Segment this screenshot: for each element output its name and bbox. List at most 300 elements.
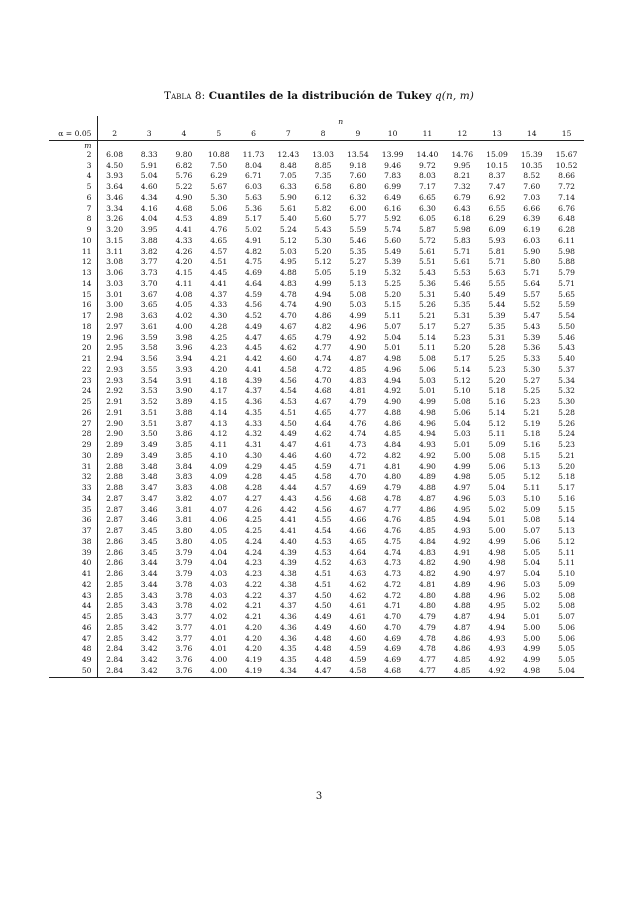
table-cell: 4.88: [384, 407, 402, 417]
table-cell: 3.98: [175, 332, 193, 342]
table-cell: 3.00: [106, 300, 124, 310]
table-cell: 4.09: [210, 461, 228, 471]
table-cell: 3.43: [140, 601, 158, 611]
table-cell: 4.83: [349, 375, 367, 385]
table-cell: 4.65: [210, 235, 228, 245]
table-cell: 5.35: [349, 246, 367, 256]
table-cell: 3.81: [175, 515, 193, 525]
table-cell: 5.10: [523, 493, 541, 503]
table-cell: 4.02: [210, 601, 228, 611]
table-cell: 5.46: [558, 332, 576, 342]
table-cell: 4.42: [279, 504, 297, 514]
table-cell: 4.05: [175, 300, 193, 310]
table-cell: 5.06: [523, 536, 541, 546]
table-cell: 4.90: [349, 343, 367, 353]
table-cell: 4.91: [245, 235, 262, 245]
table-cell: 5.01: [418, 386, 436, 396]
table-row: [49, 494, 584, 505]
table-cell: 4.37: [279, 601, 297, 611]
table-cell: 2.85: [106, 612, 124, 621]
row-label-m: 19: [49, 333, 97, 344]
table-cell: 4.77: [314, 343, 332, 353]
table-cell: 3.78: [175, 601, 193, 611]
table-row: [49, 462, 584, 473]
table-cell: 4.61: [349, 601, 367, 611]
table-cell: 4.00: [201, 666, 236, 677]
table-cell: 3.93: [106, 171, 124, 181]
table-cell: 4.96: [453, 493, 471, 503]
table-cell: 4.27: [245, 493, 262, 503]
table-cell: 3.87: [175, 418, 193, 428]
table-row: [49, 429, 584, 440]
table-cell: 4.82: [418, 569, 436, 578]
table-cell: 4.63: [349, 558, 367, 568]
table-cell: 4.51: [314, 579, 332, 589]
table-cell: 4.33: [210, 300, 228, 310]
table-cell: 5.16: [488, 397, 506, 406]
table-cell: 4.04: [140, 214, 158, 224]
table-cell: 4.66: [349, 526, 367, 535]
row-label-m: 34: [49, 494, 97, 505]
table-cell: 4.25: [210, 332, 228, 342]
table-cell: 4.62: [314, 429, 332, 439]
table-cell: 6.00: [349, 203, 367, 213]
table-cell: 5.81: [488, 246, 506, 256]
table-cell: 4.98: [488, 547, 506, 557]
table-row: [49, 612, 584, 623]
table-cell: 5.27: [349, 257, 367, 267]
table-cell: 13.99: [381, 149, 404, 159]
table-cell: 4.88: [453, 590, 471, 600]
table-cell: 5.47: [523, 311, 541, 320]
table-cell: 2.89: [106, 440, 124, 449]
table-cell: 4.99: [314, 278, 332, 288]
table-cell: 3.01: [106, 289, 124, 299]
table-cell: 5.04: [488, 483, 506, 492]
table-cell: 3.85: [175, 450, 193, 460]
table-cell: 6.28: [558, 225, 576, 234]
table-cell: 4.39: [279, 547, 297, 557]
table-cell: 5.34: [558, 375, 576, 385]
table-cell: 4.85: [418, 515, 436, 525]
table-cell: 3.43: [140, 590, 158, 600]
table-cell: 4.90: [453, 558, 471, 568]
table-cell: 4.48: [314, 655, 332, 664]
table-cell: 6.76: [558, 203, 576, 213]
table-cell: 4.52: [314, 558, 332, 568]
table-cell: 5.11: [523, 483, 541, 492]
table-cell: 5.31: [488, 332, 506, 342]
row-label-m: 24: [49, 386, 97, 397]
table-cell: 4.76: [384, 515, 402, 525]
table-cell: 4.86: [453, 633, 471, 643]
table-cell: 2.87: [106, 504, 124, 514]
table-cell: 4.28: [210, 321, 228, 331]
table-cell: 4.04: [210, 558, 228, 568]
table-cell: 5.20: [488, 375, 506, 385]
table-cell: 5.24: [279, 225, 297, 234]
table-cell: 5.44: [488, 300, 506, 310]
table-cell: 4.70: [384, 622, 402, 632]
table-cell: 2.94: [106, 354, 124, 363]
table-row: [49, 634, 584, 645]
table-cell: 2.95: [106, 343, 124, 353]
table-cell: 4.11: [210, 440, 228, 449]
col-header: 13: [480, 127, 515, 141]
table-cell: 4.00: [175, 321, 193, 331]
table-row: [49, 408, 584, 419]
table-cell: 4.72: [349, 450, 367, 460]
table-cell: 4.60: [349, 622, 367, 632]
table-cell: 2.92: [106, 386, 124, 396]
table-cell: 5.52: [523, 300, 541, 310]
table-row: [49, 526, 584, 537]
table-cell: 3.51: [140, 407, 158, 417]
table-cell: 9.46: [384, 160, 402, 170]
table-cell: 4.74: [279, 300, 297, 310]
table-cell: 5.12: [279, 235, 297, 245]
table-cell: 3.08: [106, 257, 124, 267]
table-cell: 3.96: [175, 343, 193, 353]
table-row: [49, 268, 584, 279]
table-cell: 5.11: [384, 311, 402, 320]
table-cell: 5.09: [523, 504, 541, 514]
table-cell: 2.87: [106, 493, 124, 503]
table-cell: 5.50: [558, 321, 576, 331]
table-cell: 5.22: [175, 182, 193, 191]
table-cell: 4.36: [279, 622, 297, 632]
table-row: [49, 483, 584, 494]
table-cell: 3.85: [175, 440, 193, 449]
table-cell: 3.84: [175, 461, 193, 471]
table-cell: 4.69: [384, 655, 402, 664]
table-cell: 4.41: [279, 515, 297, 525]
table-cell: 3.47: [140, 493, 158, 503]
row-label-m: 30: [49, 451, 97, 462]
row-label-m: 41: [49, 569, 97, 580]
table-cell: 2.84: [97, 666, 132, 677]
table-cell: 5.27: [453, 321, 471, 331]
table-cell: 6.29: [488, 214, 506, 224]
table-cell: 6.03: [245, 182, 262, 191]
table-cell: 5.55: [488, 278, 506, 288]
table-cell: 4.78: [418, 633, 436, 643]
table-cell: 4.60: [349, 633, 367, 643]
table-cell: 5.18: [523, 429, 541, 439]
row-label-m: 33: [49, 483, 97, 494]
col-header: 2: [97, 127, 132, 141]
row-label-m: 44: [49, 601, 97, 612]
row-label-m: 5: [49, 182, 97, 193]
table-cell: 4.20: [245, 622, 262, 632]
table-row: [49, 505, 584, 516]
table-cell: 3.06: [106, 268, 124, 277]
table-cell: 6.66: [523, 203, 541, 213]
table-cell: 4.21: [245, 601, 262, 611]
table-cell: 10.15: [486, 160, 508, 170]
table-cell: 5.90: [523, 246, 541, 256]
table-cell: 4.60: [140, 182, 158, 191]
table-cell: 2.86: [106, 536, 124, 546]
table-cell: 4.86: [418, 504, 436, 514]
row-label-m: 47: [49, 634, 97, 645]
table-cell: 5.14: [488, 407, 506, 417]
table-cell: 2.85: [106, 622, 124, 632]
tukey-quantiles-table: [49, 116, 584, 678]
table-cell: 4.51: [279, 407, 297, 417]
table-cell: 3.20: [106, 225, 124, 234]
col-header: 15: [549, 127, 584, 141]
table-cell: 2.85: [106, 601, 124, 611]
table-cell: 5.79: [558, 268, 576, 277]
table-cell: 4.61: [314, 440, 332, 449]
table-cell: 4.79: [384, 483, 402, 492]
table-cell: 5.80: [523, 257, 541, 267]
table-cell: 3.46: [106, 192, 124, 202]
row-label-m: 8: [49, 214, 97, 225]
table-row: [49, 515, 584, 526]
table-cell: 5.49: [488, 289, 506, 299]
table-cell: 8.48: [279, 160, 297, 170]
table-cell: 7.47: [488, 182, 506, 191]
row-label-m: 38: [49, 537, 97, 548]
table-cell: 5.40: [279, 214, 297, 224]
table-cell: 4.08: [175, 289, 193, 299]
table-cell: 4.64: [245, 278, 262, 288]
table-cell: 4.81: [418, 579, 436, 589]
table-cell: 5.11: [558, 547, 576, 557]
table-cell: 5.61: [453, 257, 471, 267]
row-label-m: 6: [49, 193, 97, 204]
table-cell: 3.67: [140, 289, 158, 299]
table-cell: 4.70: [349, 472, 367, 482]
row-label-m: 49: [49, 655, 97, 666]
table-cell: 3.45: [140, 536, 158, 546]
table-cell: 5.43: [558, 343, 576, 353]
table-cell: 4.99: [488, 536, 506, 546]
table-cell: 5.13: [523, 461, 541, 471]
table-cell: 5.25: [523, 386, 541, 396]
table-cell: 3.53: [140, 386, 158, 396]
table-cell: 3.93: [175, 364, 193, 374]
table-cell: 4.83: [418, 547, 436, 557]
table-cell: 4.46: [279, 450, 297, 460]
table-cell: 4.95: [488, 601, 506, 611]
table-cell: 5.36: [245, 203, 262, 213]
table-cell: 3.45: [140, 547, 158, 557]
table-cell: 5.25: [384, 278, 402, 288]
table-cell: 4.11: [175, 278, 193, 288]
table-cell: 4.15: [210, 397, 228, 406]
table-cell: 5.60: [384, 235, 402, 245]
table-cell: 4.96: [349, 321, 367, 331]
n-symbol-row: [49, 116, 584, 127]
table-cell: 5.77: [349, 214, 367, 224]
table-row: [49, 225, 584, 236]
table-cell: 4.98: [514, 666, 549, 677]
table-cell: 4.50: [106, 160, 124, 170]
table-cell: 5.63: [245, 192, 262, 202]
table-cell: 7.05: [279, 171, 297, 181]
table-cell: 4.65: [314, 407, 332, 417]
table-cell: 4.03: [210, 590, 228, 600]
table-cell: 5.35: [488, 321, 506, 331]
table-cell: 5.00: [523, 633, 541, 643]
table-cell: 4.77: [349, 407, 367, 417]
table-cell: 4.59: [349, 655, 367, 664]
table-cell: 5.36: [523, 343, 541, 353]
table-cell: 5.39: [523, 332, 541, 342]
table-cell: 3.48: [140, 472, 158, 482]
row-label-m: 15: [49, 290, 97, 301]
table-cell: 4.88: [418, 483, 436, 492]
table-cell: 8.52: [523, 171, 541, 181]
table-cell: 6.09: [488, 225, 506, 234]
table-cell: 3.03: [106, 278, 124, 288]
table-cell: 3.77: [140, 257, 158, 267]
table-cell: 5.21: [418, 311, 436, 320]
row-label-m: 9: [49, 225, 97, 236]
table-cell: 6.03: [523, 235, 541, 245]
table-cell: 5.05: [558, 655, 576, 664]
table-cell: 5.11: [558, 558, 576, 568]
table-cell: 3.48: [140, 461, 158, 471]
table-cell: 4.92: [349, 332, 367, 342]
table-cell: 4.87: [349, 354, 367, 363]
table-cell: 4.94: [453, 515, 471, 525]
table-cell: 2.93: [106, 375, 124, 385]
table-row: [49, 182, 584, 193]
table-cell: 4.41: [279, 526, 297, 535]
row-label-m: 13: [49, 268, 97, 279]
table-cell: 5.53: [453, 268, 471, 277]
row-label-m: 50: [49, 666, 97, 677]
table-cell: 3.88: [175, 407, 193, 417]
table-cell: 3.47: [140, 483, 158, 492]
table-cell: 4.58: [314, 472, 332, 482]
table-cell: 4.48: [314, 644, 332, 654]
table-cell: 5.67: [210, 182, 228, 191]
table-cell: 4.62: [279, 343, 297, 353]
table-row: [49, 558, 584, 569]
table-cell: 6.43: [453, 203, 471, 213]
table-cell: 4.43: [279, 493, 297, 503]
table-row: [49, 548, 584, 559]
table-cell: 4.04: [210, 547, 228, 557]
table-cell: 4.44: [279, 483, 297, 492]
table-cell: 4.24: [245, 547, 262, 557]
table-cell: 4.83: [279, 278, 297, 288]
table-cell: 4.45: [245, 343, 262, 353]
table-cell: 4.65: [349, 536, 367, 546]
table-cell: 2.86: [106, 547, 124, 557]
table-cell: 2.88: [106, 461, 124, 471]
col-header: 10: [375, 127, 410, 141]
table-cell: 4.01: [210, 622, 228, 632]
col-header: 3: [132, 127, 167, 141]
col-header: 7: [271, 127, 306, 141]
table-cell: 5.71: [453, 246, 471, 256]
table-cell: 6.99: [384, 182, 402, 191]
table-cell: 5.02: [523, 590, 541, 600]
table-cell: 4.20: [210, 364, 228, 374]
table-cell: 4.96: [384, 364, 402, 374]
col-header: 6: [236, 127, 271, 141]
table-cell: 4.35: [279, 655, 297, 664]
table-cell: 5.23: [558, 440, 576, 449]
col-header: 14: [514, 127, 549, 141]
row-label-m: 45: [49, 612, 97, 623]
table-cell: 4.68: [349, 493, 367, 503]
table-cell: 4.96: [488, 590, 506, 600]
row-label-m: 36: [49, 515, 97, 526]
row-label-m: 21: [49, 354, 97, 365]
table-cell: 4.93: [488, 633, 506, 643]
table-cell: 4.77: [410, 666, 445, 677]
table-cell: 4.07: [210, 493, 228, 503]
table-cell: 3.79: [175, 558, 193, 568]
table-cell: 4.69: [349, 483, 367, 492]
table-cell: 5.23: [523, 397, 541, 406]
table-cell: 3.76: [167, 666, 202, 677]
table-cell: 15.39: [520, 149, 543, 159]
table-cell: 4.99: [523, 644, 541, 654]
table-cell: 4.39: [245, 375, 262, 385]
table-row: [49, 257, 584, 268]
table-cell: 5.05: [488, 472, 506, 482]
table-row: [49, 623, 584, 634]
table-cell: 4.82: [384, 450, 402, 460]
col-header: 11: [410, 127, 445, 141]
table-cell: 8.21: [453, 171, 471, 181]
table-cell: 5.46: [453, 278, 471, 288]
table-cell: 2.86: [106, 558, 124, 568]
table-cell: 4.59: [245, 289, 262, 299]
table-cell: 3.78: [175, 579, 193, 589]
table-cell: 4.25: [245, 526, 262, 535]
table-cell: 4.24: [245, 536, 262, 546]
row-label-m: 7: [49, 204, 97, 215]
table-cell: 4.76: [349, 418, 367, 428]
table-cell: 6.33: [279, 182, 297, 191]
table-cell: 4.85: [445, 666, 480, 677]
table-cell: 5.09: [558, 579, 576, 589]
table-cell: 4.88: [279, 268, 297, 277]
table-cell: 4.23: [245, 558, 262, 568]
row-label-m: 12: [49, 257, 97, 268]
table-cell: 5.01: [453, 440, 471, 449]
table-cell: 3.83: [175, 472, 193, 482]
table-cell: 6.19: [523, 225, 541, 234]
table-cell: 4.36: [245, 397, 262, 406]
table-cell: 5.71: [488, 257, 506, 267]
table-cell: 5.12: [488, 418, 506, 428]
table-cell: 4.64: [314, 418, 332, 428]
table-cell: 6.92: [488, 192, 506, 202]
table-cell: 4.94: [418, 429, 436, 439]
table-cell: 4.33: [245, 418, 262, 428]
table-cell: 3.94: [175, 354, 193, 363]
table-cell: 4.54: [314, 526, 332, 535]
table-row: [49, 451, 584, 462]
table-cell: 5.91: [140, 160, 158, 170]
row-label-m: 14: [49, 279, 97, 290]
row-label-m: 25: [49, 397, 97, 408]
table-cell: 5.07: [384, 321, 402, 331]
table-row: [49, 591, 584, 602]
table-cell: 4.79: [349, 397, 367, 406]
row-label-m: 43: [49, 591, 97, 602]
